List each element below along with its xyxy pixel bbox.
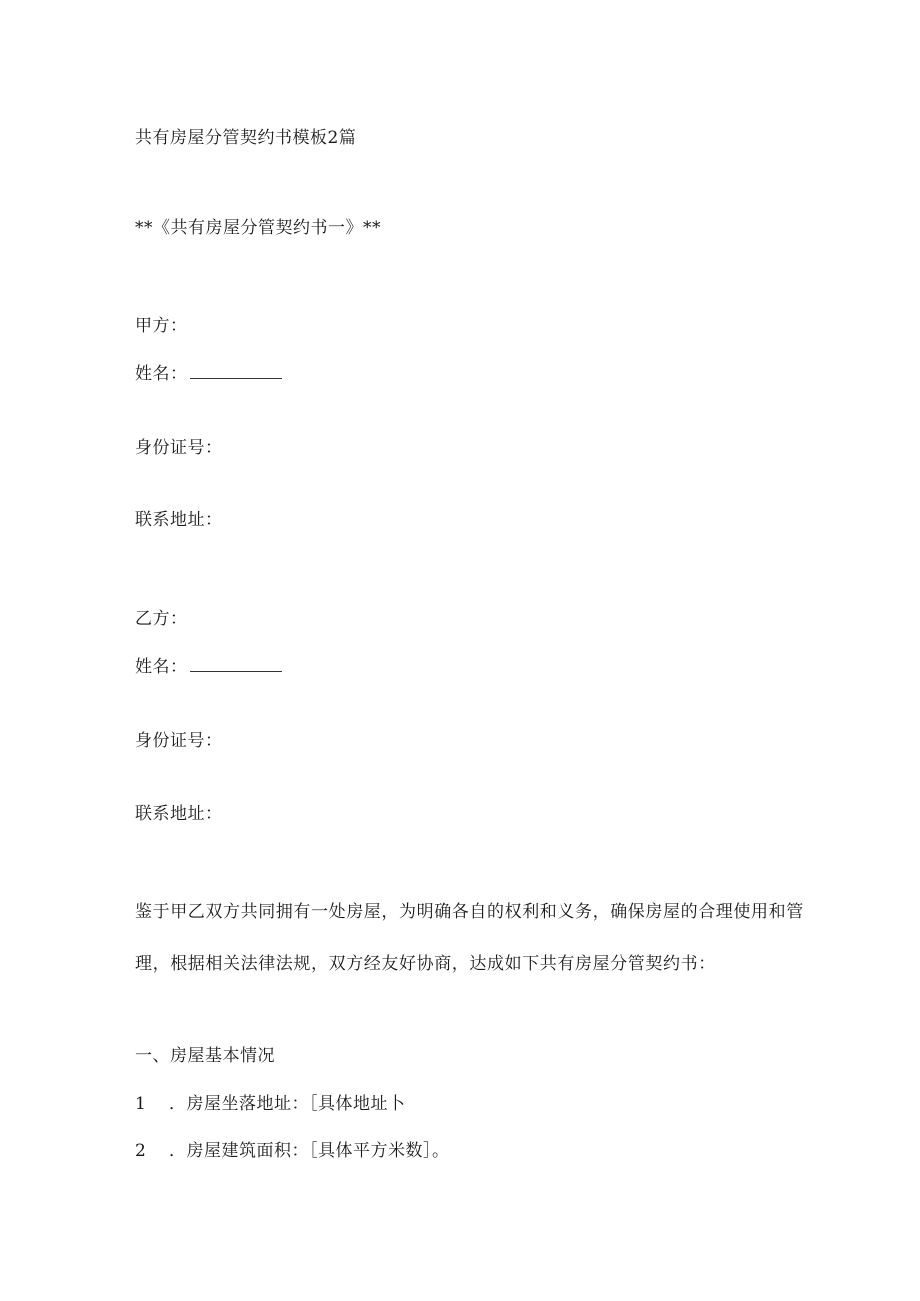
party-a-id-label: 身份证号： (135, 438, 223, 458)
preamble-line-1: 鉴于甲乙双方共同拥有一处房屋，为明确各自的权利和义务，确保房屋的合理使用和管 (135, 902, 804, 922)
article-1-item-1 (135, 1094, 406, 1114)
preamble-paragraph (135, 886, 804, 990)
article-1-item-2 (135, 1141, 450, 1161)
section-heading: **《共有房屋分管契约书一》** (135, 218, 381, 238)
item-number: 1 (135, 1094, 147, 1114)
article-1-heading: 一、房屋基本情况 (135, 1046, 275, 1066)
preamble-line-2: 理，根据相关法律法规，双方经友好协商，达成如下共有房屋分管契约书： (135, 954, 716, 974)
party-b-address-label: 联系地址： (135, 804, 223, 824)
party-a-address-label: 联系地址： (135, 510, 223, 530)
item-number: 2 (135, 1141, 147, 1161)
party-b-name-blank (190, 657, 282, 672)
document-title: 共有房屋分管契约书模板2篇 (135, 128, 357, 148)
party-b-name-label: 姓名： (135, 657, 188, 677)
item-text: ．房屋建筑面积：［具体平方米数］。 (169, 1141, 450, 1161)
party-a-name-label: 姓名： (135, 364, 188, 384)
party-a-label: 甲方： (135, 316, 188, 336)
party-b-label: 乙方： (135, 609, 188, 629)
item-text: ．房屋坐落地址：［具体地址卜 (169, 1094, 406, 1114)
party-a-name-blank (190, 364, 282, 379)
party-b-id-label: 身份证号： (135, 731, 223, 751)
party-b-name-row (135, 657, 282, 677)
party-a-name-row (135, 364, 282, 384)
